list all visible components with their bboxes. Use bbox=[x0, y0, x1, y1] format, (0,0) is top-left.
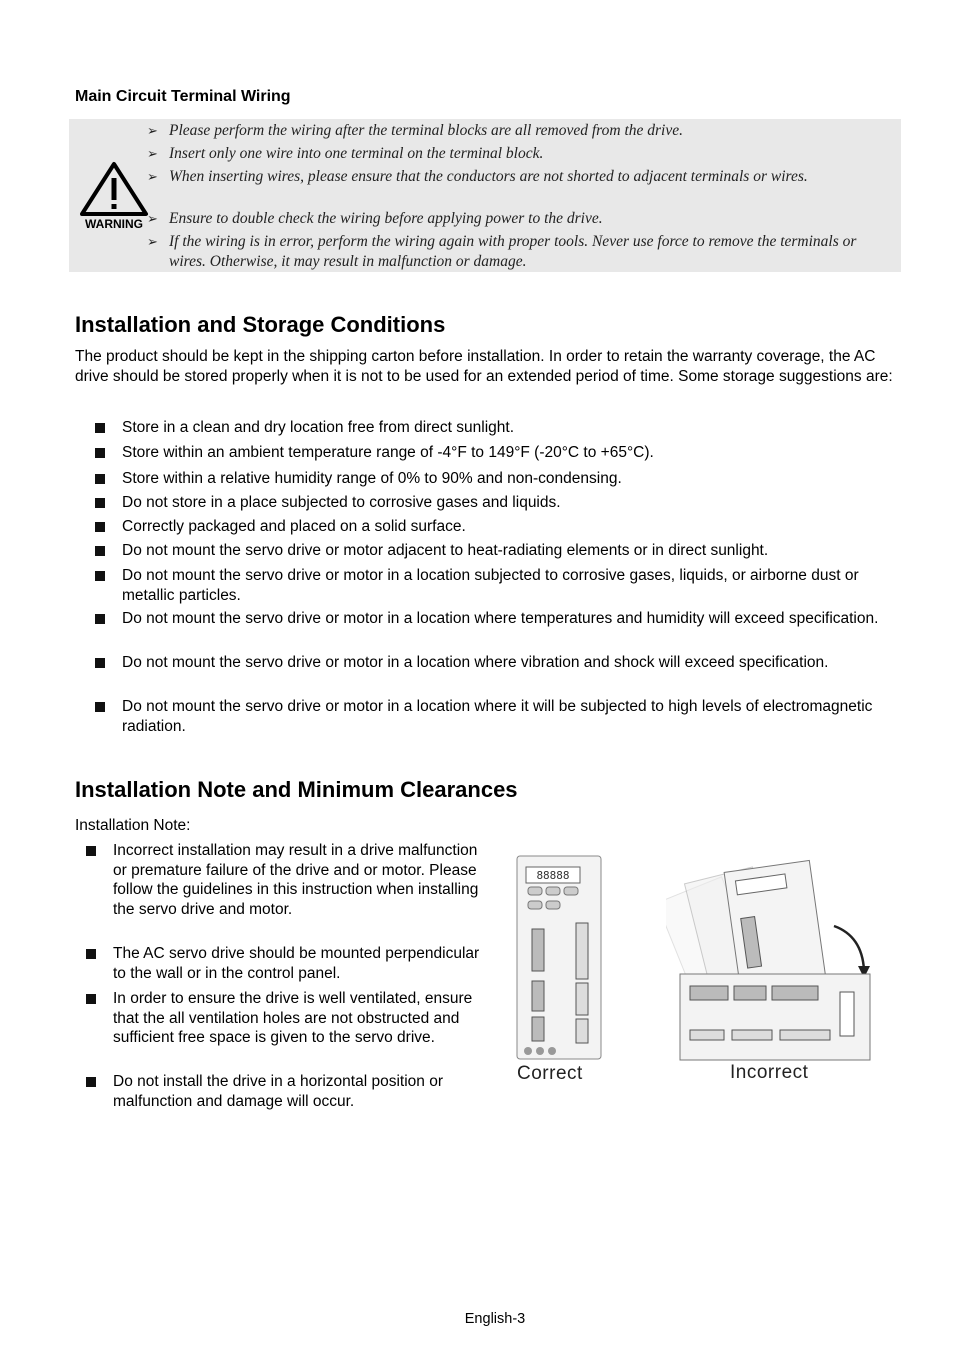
warning-item: ➢ Ensure to double check the wiring before applying power to the drive. bbox=[147, 210, 603, 227]
storage-list-item: Do not mount the servo drive or motor in a location subjected to corrosive gases, liquids, or airborne dust or metallic particles. bbox=[122, 566, 882, 605]
arrow-bullet-icon: ➢ bbox=[147, 211, 158, 226]
square-bullet-icon bbox=[95, 522, 105, 532]
square-bullet-icon bbox=[95, 571, 105, 581]
storage-list-item: Do not mount the servo drive or motor adjacent to heat-radiating elements or in direct sunlight. bbox=[122, 541, 882, 561]
servo-drive-incorrect-image bbox=[666, 854, 876, 1064]
storage-list-item: Do not store in a place subjected to corrosive gases and liquids. bbox=[122, 493, 882, 513]
warning-item: ➢ When inserting wires, please ensure that the conductors are not shorted to adjacent terminals or wires. bbox=[147, 168, 808, 185]
caption-correct: Correct bbox=[517, 1063, 583, 1084]
installation-note-item: Incorrect installation may result in a drive malfunction or premature failure of the drive and or motor. Please follow the guidelines in this instruction when installing the servo drive and motor. bbox=[113, 841, 483, 919]
square-bullet-icon bbox=[95, 448, 105, 458]
warning-box bbox=[69, 119, 901, 272]
installation-note-item: Do not install the drive in a horizontal position or malfunction and damage will occur. bbox=[113, 1072, 483, 1111]
square-bullet-icon bbox=[86, 994, 96, 1004]
warning-label: WARNING bbox=[85, 217, 143, 231]
square-bullet-icon bbox=[95, 658, 105, 668]
warning-triangle-icon bbox=[79, 161, 149, 237]
storage-list-item: Do not mount the servo drive or motor in a location where vibration and shock will exceed specification. bbox=[122, 653, 882, 673]
storage-list-item: Do not mount the servo drive or motor in a location where it will be subjected to high levels of electromagnetic radiation. bbox=[122, 697, 882, 736]
square-bullet-icon bbox=[86, 1077, 96, 1087]
warning-item: ➢ Please perform the wiring after the terminal blocks are all removed from the drive. bbox=[147, 122, 683, 139]
square-bullet-icon bbox=[95, 614, 105, 624]
storage-list-item: Correctly packaged and placed on a solid surface. bbox=[122, 517, 882, 537]
section-title-clearances: Installation Note and Minimum Clearances bbox=[75, 777, 518, 802]
square-bullet-icon bbox=[95, 702, 105, 712]
section-title-wiring: Main Circuit Terminal Wiring bbox=[75, 88, 291, 105]
square-bullet-icon bbox=[95, 423, 105, 433]
square-bullet-icon bbox=[95, 498, 105, 508]
storage-list-item: Store in a clean and dry location free from direct sunlight. bbox=[122, 418, 882, 438]
storage-intro-paragraph: The product should be kept in the shipping carton before installation. In order to retain the warranty coverage, the AC drive should be stored properly when it is not to be used for an extended period of time. Some storage suggestions are: bbox=[75, 348, 893, 385]
display-digits: 88888 bbox=[536, 869, 570, 882]
page-number: English-3 bbox=[464, 1311, 526, 1327]
square-bullet-icon bbox=[86, 846, 96, 856]
arrow-bullet-icon: ➢ bbox=[147, 123, 158, 138]
storage-list-item: Do not mount the servo drive or motor in a location where temperatures and humidity will exceed specification. bbox=[122, 609, 882, 629]
storage-list-item: Store within an ambient temperature range of -4°F to 149°F (-20°C to +65°C). bbox=[122, 443, 882, 463]
warning-item: ➢ If the wiring is in error, perform the wiring again with proper tools. Never use force to remove the terminals or wires. Otherwise, it may result in malfunction or damage. bbox=[147, 233, 857, 270]
installation-note-item: In order to ensure the drive is well ventilated, ensure that the all ventilation holes are not obstructed and sufficient free space is given to the servo drive. bbox=[113, 989, 483, 1048]
caption-incorrect: Incorrect bbox=[730, 1062, 809, 1083]
installation-note-label: Installation Note: bbox=[75, 817, 191, 834]
square-bullet-icon bbox=[86, 949, 96, 959]
servo-drive-correct-image bbox=[516, 855, 602, 1060]
arrow-bullet-icon: ➢ bbox=[147, 234, 158, 249]
storage-list-item: Store within a relative humidity range of 0% to 90% and non-condensing. bbox=[122, 469, 882, 489]
square-bullet-icon bbox=[95, 474, 105, 484]
installation-note-item: The AC servo drive should be mounted perpendicular to the wall or in the control panel. bbox=[113, 944, 483, 983]
section-title-storage: Installation and Storage Conditions bbox=[75, 312, 446, 337]
square-bullet-icon bbox=[95, 546, 105, 556]
arrow-bullet-icon: ➢ bbox=[147, 169, 158, 184]
arrow-bullet-icon: ➢ bbox=[147, 146, 158, 161]
warning-item: ➢ Insert only one wire into one terminal on the terminal block. bbox=[147, 145, 544, 162]
